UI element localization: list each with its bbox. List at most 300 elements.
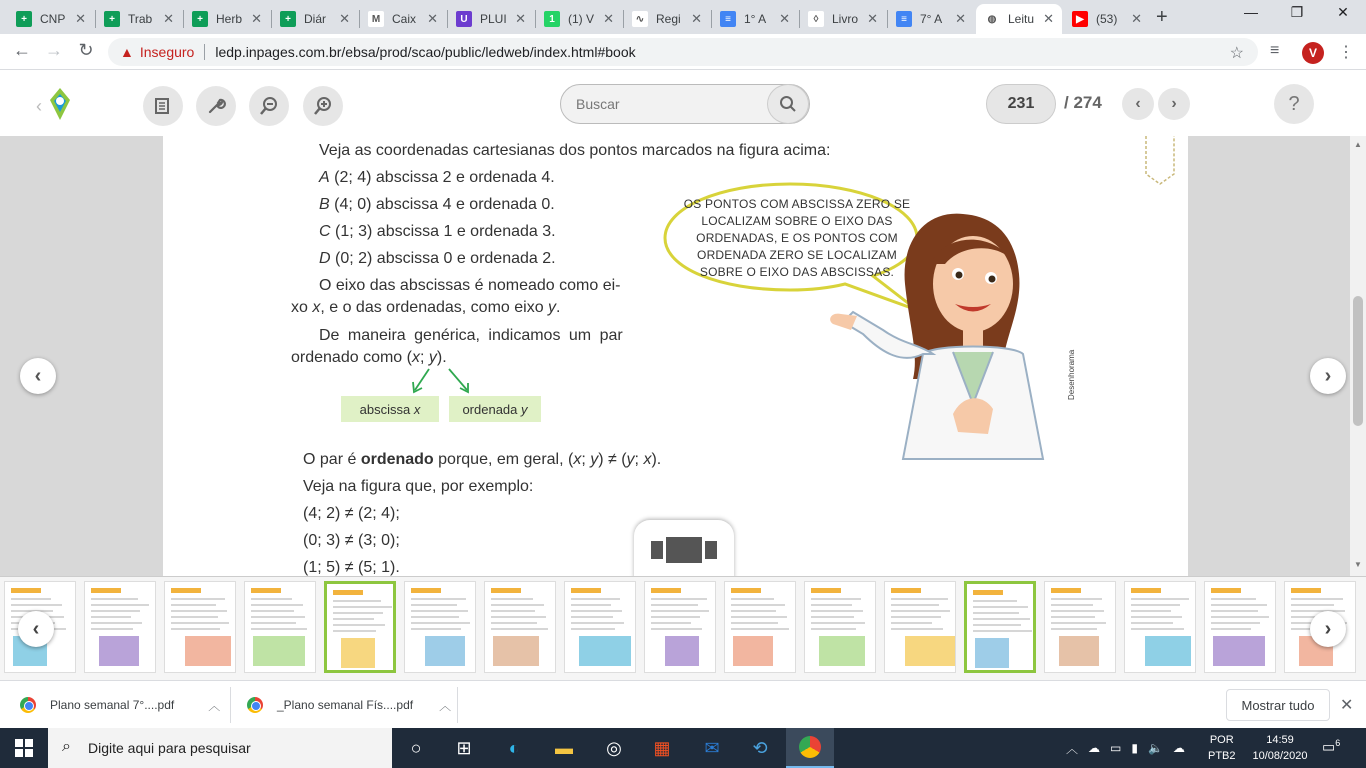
thumbnail-text-line [171, 604, 216, 606]
tray-chevron-icon[interactable]: ︿ [1066, 741, 1079, 756]
tab-close-icon[interactable]: ✕ [867, 11, 878, 26]
browser-tab[interactable] [888, 4, 974, 34]
thumbnail-figure [975, 638, 1009, 668]
point-d-name: D [319, 250, 331, 267]
scroll-up-icon[interactable]: ▲ [1354, 140, 1362, 149]
thumbnail-page[interactable] [804, 581, 876, 673]
thumbnail-text-line [251, 598, 292, 600]
omnibox[interactable] [108, 38, 1258, 66]
download-filename-2[interactable]: _Plano semanal Fís....pdf [277, 698, 414, 712]
thumbnail-page[interactable] [1124, 581, 1196, 673]
minimize-icon[interactable]: — [1244, 4, 1258, 20]
thumbnail-text-line [1211, 610, 1258, 612]
download-bar [0, 680, 1366, 728]
thumbnail-text-line [651, 628, 702, 630]
thumbnail-text-line [91, 628, 133, 630]
chevron-up-icon[interactable]: ︿ [208, 698, 221, 713]
tab-favicon-icon: ≡ [720, 11, 736, 27]
thumbnail-text-line [11, 598, 51, 600]
thumbnail-text-line [333, 600, 381, 602]
volume-icon[interactable]: 🔈 [1147, 741, 1163, 755]
wrench-tools-icon[interactable] [196, 86, 236, 126]
axes-text-a: xo [291, 299, 313, 316]
thumbnail-page[interactable] [84, 581, 156, 673]
thumbnail-text-line [411, 598, 466, 600]
language-indicator[interactable] [1208, 732, 1236, 764]
thumbnail-text-line [411, 628, 461, 630]
thumbnail-header [91, 588, 121, 593]
forward-icon[interactable]: → [45, 40, 63, 60]
browser-tab[interactable] [8, 4, 94, 34]
tab-close-icon[interactable]: ✕ [515, 11, 526, 26]
thumbnail-page[interactable] [724, 581, 796, 673]
thumbnail-header [731, 588, 761, 593]
browser-tab[interactable] [624, 4, 710, 34]
thumbnail-figure [99, 636, 139, 666]
battery-icon[interactable]: ▮ [1131, 741, 1138, 755]
point-b-name: B [319, 196, 330, 213]
notification-count: 6 [1335, 738, 1341, 748]
close-download-bar-icon[interactable]: ✕ [1340, 697, 1354, 714]
task-view-icon[interactable]: ⊞ [456, 737, 472, 758]
thumbnail-text-line [891, 616, 941, 618]
search-icon: ⌕ [62, 738, 71, 755]
clock-time: 14:59 [1266, 734, 1294, 746]
generic-var-x: x [411, 349, 420, 366]
thumbnail-figure [341, 638, 375, 668]
thumbnail-text-line [411, 604, 457, 606]
ordered-bold: ordenado [360, 451, 434, 468]
store-icon[interactable]: ▦ [653, 737, 671, 758]
tab-favicon-icon: + [16, 11, 32, 27]
zoom-out-icon[interactable] [249, 86, 289, 126]
thumbnail-page[interactable] [164, 581, 236, 673]
thumbnail-text-line [651, 622, 691, 624]
notifications-icon[interactable]: ▭$^6$ [1322, 738, 1341, 755]
thumbnail-text-line [1211, 616, 1269, 618]
thumbnail-text-line [1051, 628, 1097, 630]
axes-var-y: y [548, 299, 557, 316]
browser-tab[interactable] [448, 4, 534, 34]
tab-close-icon[interactable]: ✕ [427, 11, 438, 26]
thumbnail-text-line [1211, 598, 1256, 600]
download-item-2[interactable] [247, 691, 451, 719]
thumbnail-text-line [333, 618, 374, 620]
thumbnail-text-line [1051, 610, 1104, 612]
point-b [319, 196, 555, 214]
thumbnail-header [1211, 588, 1241, 593]
next-page-chevron-icon[interactable]: › [1158, 88, 1190, 120]
cortana-icon[interactable]: ○ [410, 737, 422, 758]
back-icon[interactable]: ← [13, 40, 31, 60]
thumbnail-text-line [171, 616, 218, 618]
thumbnail-page[interactable] [964, 581, 1036, 673]
point-b-desc: (4; 0) abscissa 4 e ordenada 0. [329, 196, 555, 213]
help-button[interactable]: ? [1274, 84, 1314, 124]
tab-favicon-icon: ◊ [808, 11, 824, 27]
thumbnail-page[interactable] [1044, 581, 1116, 673]
windows-logo-icon [15, 739, 33, 757]
thumbnail-header [251, 588, 281, 593]
thumbnail-text-line [1131, 598, 1189, 600]
tab-title[interactable]: (53) [1096, 12, 1118, 26]
point-a-name: A [319, 169, 330, 186]
thumbnail-page[interactable] [564, 581, 636, 673]
clock[interactable] [1248, 732, 1312, 764]
tab-close-icon[interactable]: ✕ [691, 11, 702, 26]
thumbnail-text-line [251, 616, 305, 618]
tab-close-icon[interactable]: ✕ [339, 11, 350, 26]
taskbar-search[interactable] [48, 728, 392, 768]
next-page-arrow-icon[interactable]: › [1310, 358, 1346, 394]
thumbnail-figure [733, 636, 773, 666]
thumbnail-text-line [1291, 604, 1334, 606]
thumbnail-text-line [411, 610, 468, 612]
thumbnail-text-line [333, 630, 376, 632]
reader-search[interactable] [560, 84, 810, 124]
edge-icon[interactable]: ◐ [508, 737, 520, 758]
browser-tab[interactable] [800, 4, 886, 34]
taskbar-search-placeholder[interactable]: Digite aqui para pesquisar [88, 740, 251, 756]
app-icon[interactable]: ⟲ [752, 737, 768, 758]
label-ordenada [449, 396, 541, 422]
thumbs-next-arrow-icon[interactable]: › [1310, 611, 1346, 647]
browser-tab[interactable] [184, 4, 270, 34]
tab-title[interactable]: Trab [128, 12, 153, 26]
thumbnail-header [11, 588, 41, 593]
tab-title[interactable]: 7° A [920, 12, 943, 26]
thumbnail-text-line [973, 630, 1032, 632]
tab-close-icon[interactable]: ✕ [603, 11, 614, 26]
tab-title[interactable]: Caix [392, 12, 417, 26]
tab-favicon-icon: ▶ [1072, 11, 1088, 27]
file-explorer-icon[interactable]: ▬ [555, 737, 573, 758]
thumbnail-text-line [1131, 610, 1171, 612]
thumbnail-header [1131, 588, 1161, 593]
close-window-icon[interactable]: ✕ [1337, 4, 1349, 20]
axes-var-x: x [312, 299, 321, 316]
label-abscissa [341, 396, 439, 422]
thumbnail-text-line [1291, 610, 1345, 612]
scroll-down-icon[interactable]: ▼ [1354, 560, 1362, 569]
ordered-text-e: ; [634, 451, 644, 468]
system-tray[interactable] [1066, 728, 1185, 768]
thumbnail-text-line [651, 616, 700, 618]
example-1: (4; 2) ≠ (2; 4); [303, 505, 400, 522]
new-tab-button[interactable]: + [1156, 6, 1168, 28]
thumbnail-text-line [171, 622, 229, 624]
weather-icon[interactable]: ☁ [1088, 741, 1101, 755]
thumbnail-text-line [731, 604, 785, 606]
thumbnail-text-line [1211, 628, 1251, 630]
browser-tab[interactable] [272, 4, 358, 34]
thumbnail-page[interactable] [324, 581, 396, 673]
thumbnail-page[interactable] [1204, 581, 1276, 673]
tab-close-icon[interactable]: ✕ [1043, 11, 1054, 26]
thumbnail-page[interactable] [644, 581, 716, 673]
generic-text-line1: De maneira genérica, indicamos um par [319, 327, 623, 344]
speech-bubble-text: OS PONTOS COM ABSCISSA ZERO SE LOCALIZAM SOBRE O EIXO DAS ORDENADAS, E OS PONTOS COM ORDENADA ZERO SE LOCALIZAM SOBRE O EIXO DAS ABSCISSAS. [683, 197, 911, 279]
browser-tab[interactable] [976, 4, 1062, 34]
tab-title[interactable]: Regi [656, 12, 681, 26]
thumbnail-header [411, 588, 441, 593]
label-abscissa-var: x [413, 401, 421, 417]
thumbnails-toggle-button[interactable] [634, 520, 734, 580]
thumbnail-header [1291, 588, 1321, 593]
thumbnail-text-line [571, 604, 611, 606]
thumbnail-header [1051, 588, 1081, 593]
point-c-name: C [319, 223, 331, 240]
thumbnail-text-line [1051, 616, 1095, 618]
thumbnail-figure [905, 636, 956, 666]
browser-tab[interactable] [536, 4, 622, 34]
browser-tab[interactable] [96, 4, 182, 34]
insecure-label[interactable]: Inseguro [139, 44, 195, 60]
point-a-desc: (2; 4) abscissa 2 e ordenada 4. [329, 169, 555, 186]
tab-close-icon[interactable]: ✕ [1131, 11, 1142, 26]
windows-taskbar [0, 728, 1366, 768]
thumbnail-text-line [251, 604, 303, 606]
thumbnail-text-line [1211, 622, 1260, 624]
tab-favicon-icon: ◍ [984, 11, 1000, 27]
thumbnail-text-line [91, 604, 149, 606]
thumbnail-page[interactable] [884, 581, 956, 673]
prev-page-chevron-icon[interactable]: ‹ [1122, 88, 1154, 120]
thumbnail-figure [1059, 636, 1099, 666]
thumbnail-text-line [1131, 622, 1173, 624]
library-icon[interactable] [143, 86, 183, 126]
tab-close-icon[interactable]: ✕ [75, 11, 86, 26]
vertical-scrollbar[interactable] [1350, 136, 1366, 576]
total-pages: / 274 [1064, 93, 1102, 112]
label-ordenada-var: y [521, 401, 528, 417]
intro-text: Veja as coordenadas cartesianas dos pontos marcados na figura acima: [319, 142, 831, 159]
thumbnail-header [571, 588, 601, 593]
reading-list-icon[interactable]: ≡ [1270, 42, 1280, 59]
thumbnail-text-line [571, 616, 613, 618]
thumbnail-text-line [171, 628, 220, 630]
tab-title[interactable]: Livro [832, 12, 859, 26]
current-page-input[interactable]: 231 [986, 84, 1056, 124]
browser-tab[interactable] [1064, 4, 1150, 34]
thumbnail-text-line [891, 628, 943, 630]
show-all-button[interactable]: Mostrar tudo [1226, 689, 1330, 721]
thumbnail-text-line [731, 616, 787, 618]
ordered-y1: y [590, 451, 599, 468]
axes-text-line1: O eixo das abscissas é nomeado como ei- [319, 277, 621, 294]
point-a [319, 169, 555, 187]
thumbnail-text-line [333, 612, 383, 614]
obs-icon[interactable]: ◎ [606, 737, 622, 758]
thumbnail-text-line [811, 598, 861, 600]
browser-tab-strip [0, 0, 1366, 34]
example-2: (0; 3) ≠ (3; 0); [303, 532, 400, 549]
browser-tab[interactable] [712, 4, 798, 34]
tab-close-icon[interactable]: ✕ [251, 11, 262, 26]
thumbnail-text-line [811, 616, 854, 618]
address-bar [0, 34, 1366, 70]
thumbnail-header [973, 590, 1003, 595]
thumbnail-text-line [571, 598, 620, 600]
url-text[interactable]: ledp.inpages.com.br/ebsa/prod/scao/public/ledweb/index.html#book [215, 44, 636, 60]
thumbnail-header [333, 590, 363, 595]
tab-title[interactable]: Leitu [1008, 12, 1035, 26]
ordered-text-f: ). [651, 451, 662, 468]
start-button[interactable] [0, 728, 48, 768]
thumbnail-page[interactable] [484, 581, 556, 673]
thumbnail-text-line [1051, 604, 1093, 606]
bookmark-ribbon-icon[interactable] [1143, 136, 1177, 186]
url-separator [204, 44, 205, 60]
thumbnail-strip [0, 576, 1366, 680]
thumbnail-text-line [333, 624, 385, 626]
onedrive-icon[interactable]: ☁ [1172, 741, 1185, 755]
thumbnail-text-line [571, 622, 624, 624]
thumbnail-text-line [1131, 604, 1180, 606]
tab-favicon-icon: + [280, 11, 296, 27]
thumbnail-page[interactable] [404, 581, 476, 673]
book-page [163, 136, 1188, 576]
thumbnail-figure [665, 636, 699, 666]
example-intro: Veja na figura que, por exemplo: [303, 478, 534, 495]
download-filename-1[interactable]: Plano semanal 7°....pdf [50, 698, 175, 712]
thumbnail-text-line [91, 616, 131, 618]
ordered-text-a: O par é [303, 451, 361, 468]
thumbnail-text-line [333, 606, 392, 608]
thumbnail-header [491, 588, 521, 593]
thumbnail-text-line [973, 624, 1021, 626]
thumbnail-text-line [731, 628, 789, 630]
point-d [319, 250, 556, 268]
menu-kebab-icon[interactable]: ⋮ [1338, 44, 1354, 61]
thumbs-prev-arrow-icon[interactable]: ‹ [18, 611, 54, 647]
ordered-text-d: ) ≠ ( [598, 451, 627, 468]
zoom-in-icon[interactable] [303, 86, 343, 126]
generic-text-a: ordenado como ( [291, 349, 412, 366]
thumbnail-text-line [1211, 604, 1267, 606]
thumbnail-text-line [491, 604, 544, 606]
thumbnail-text-line [651, 604, 698, 606]
profile-avatar[interactable]: V [1302, 42, 1324, 64]
clock-date: 10/08/2020 [1252, 750, 1308, 762]
thumbnail-header [171, 588, 201, 593]
tab-close-icon[interactable]: ✕ [779, 11, 790, 26]
thumbnail-text-line [1131, 628, 1184, 630]
search-icon[interactable] [767, 84, 809, 124]
reload-icon[interactable]: ↻ [78, 40, 94, 60]
chevron-up-icon[interactable]: ︿ [439, 698, 452, 713]
lang-line2: PTB2 [1208, 750, 1236, 762]
thumbnail-text-line [811, 622, 865, 624]
thumbnail-text-line [973, 606, 1028, 608]
thumbnail-text-line [91, 598, 138, 600]
chrome-taskbar-icon[interactable] [786, 728, 834, 768]
maximize-icon[interactable]: ❐ [1290, 4, 1304, 20]
download-separator [457, 687, 458, 723]
generic-var-y: y [428, 349, 437, 366]
thumbnail-text-line [251, 628, 307, 630]
thumbnail-text-line [491, 628, 548, 630]
thumbnail-text-line [891, 598, 948, 600]
tab-close-icon[interactable]: ✕ [955, 11, 966, 26]
tab-favicon-icon: + [104, 11, 120, 27]
tab-close-icon[interactable]: ✕ [163, 11, 174, 26]
collapse-chevron-icon[interactable]: ‹ [36, 96, 42, 116]
tab-title[interactable]: PLUI [480, 12, 507, 26]
thumbnail-header [811, 588, 841, 593]
thumbnail-text-line [491, 616, 546, 618]
point-d-desc: (0; 2) abscissa 0 e ordenada 2. [330, 250, 556, 267]
tab-title[interactable]: CNP [40, 12, 66, 26]
example-3: (1; 5) ≠ (5; 1). [303, 559, 400, 576]
axes-text-b: , e o das ordenadas, como eixo [320, 299, 549, 316]
browser-tab[interactable] [360, 4, 446, 34]
prev-page-arrow-icon[interactable]: ‹ [20, 358, 56, 394]
thumbnail-text-line [11, 604, 62, 606]
thumbnail-text-line [491, 598, 533, 600]
thumbnail-text-line [731, 622, 778, 624]
thumbnail-text-line [891, 610, 950, 612]
tab-title[interactable]: Herb [216, 12, 243, 26]
thumbnail-figure [1213, 636, 1265, 666]
ordered-x1: x [573, 451, 582, 468]
illustration-credit: Desenhorama [1067, 349, 1076, 400]
thumbnail-text-line [811, 604, 852, 606]
ordered-x2: x [643, 451, 652, 468]
axes-text-line2 [291, 299, 561, 317]
thumbnail-page[interactable] [244, 581, 316, 673]
book-viewport [0, 136, 1350, 576]
bookmark-star-icon[interactable]: ☆ [1229, 45, 1244, 62]
thumbnail-figure [185, 636, 231, 666]
tab-title[interactable]: 1° A [744, 12, 767, 26]
thumbnail-text-line [1051, 622, 1106, 624]
ordered-text-c: ; [581, 451, 591, 468]
display-icon[interactable]: ▭ [1110, 741, 1122, 755]
chrome-file-icon [247, 697, 263, 713]
search-placeholder[interactable]: Buscar [576, 96, 620, 112]
thumbnail-text-line [571, 628, 615, 630]
ordered-text-b: porque, em geral, ( [433, 451, 574, 468]
thumbnail-text-line [731, 610, 776, 612]
download-item-1[interactable] [20, 691, 220, 719]
thumbnail-figure [579, 636, 631, 666]
thumbnail-text-line [891, 604, 939, 606]
thumbnail-text-line [811, 628, 856, 630]
teacher-illustration [823, 204, 1073, 464]
thumbnail-header [891, 588, 921, 593]
thumbnail-text-line [411, 616, 459, 618]
thumbnail-text-line [91, 610, 140, 612]
thumbnail-text-line [973, 600, 1017, 602]
warning-icon: ▲ [120, 44, 134, 60]
label-ordenada-text: ordenada [462, 401, 518, 417]
mail-icon[interactable]: ✉ [704, 737, 720, 758]
thumbnail-figure [493, 636, 539, 666]
ordered-y2: y [626, 451, 635, 468]
tab-title[interactable]: (1) V [568, 12, 595, 26]
thumbnail-figure [253, 636, 305, 666]
scrollbar-thumb[interactable] [1353, 296, 1363, 426]
thumbnail-figure [1145, 636, 1191, 666]
axes-text-c: . [556, 299, 561, 316]
tab-favicon-icon: + [192, 11, 208, 27]
point-c-desc: (1; 3) abscissa 1 e ordenada 3. [330, 223, 556, 240]
tab-title[interactable]: Diár [304, 12, 327, 26]
thumbnail-text-line [811, 610, 863, 612]
tab-favicon-icon: 1 [544, 11, 560, 27]
thumbnail-text-line [651, 598, 707, 600]
